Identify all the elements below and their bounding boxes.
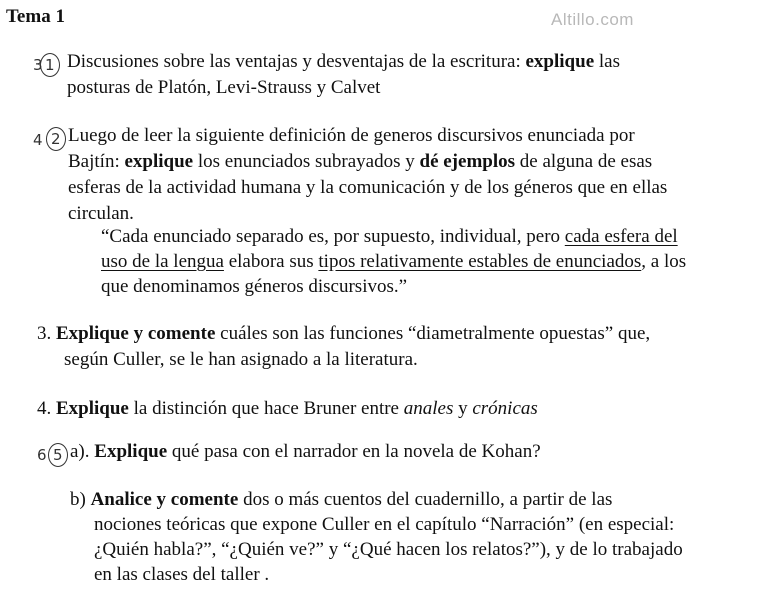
q3-line-1: 3. Explique y comente cuáles son las funciones “diametralmente opuestas” que, xyxy=(37,323,651,344)
handwritten-number: 3 xyxy=(33,56,43,74)
underlined-phrase: uso de la lengua xyxy=(101,251,224,272)
circled-number: 2 xyxy=(51,130,61,148)
quote-line-2: uso de la lengua elabora sus tipos relativamente estables de enunciados, a los xyxy=(101,251,687,272)
watermark: Altillo.com xyxy=(551,10,634,29)
circled-number: 1 xyxy=(45,56,55,74)
q3-number: 3. xyxy=(37,323,52,344)
q5-line-b3: ¿Quién habla?”, “¿Quién ve?” y “¿Qué hacen los relatos?”), y de lo trabajado xyxy=(94,539,683,560)
q5-line-b4: en las clases del taller . xyxy=(94,564,270,585)
q2-line-3: esferas de la actividad humana y la comunicación y de los géneros que en ellas xyxy=(68,177,668,198)
q3-line-2: según Culler, se le han asignado a la literatura. xyxy=(64,349,418,370)
quote-line-3: que denominamos géneros discursivos.” xyxy=(101,276,408,297)
quote-line-1: “Cada enunciado separado es, por supuesto, individual, pero cada esfera del xyxy=(101,226,678,247)
q5-line-b2: nociones teóricas que expone Culler en el capítulo “Narración” (en especial: xyxy=(94,514,675,535)
q2-line-4: circulan. xyxy=(68,203,134,224)
handwritten-number: 6 xyxy=(37,446,47,464)
q2-line-2: Bajtín: explique los enunciados subrayados y dé ejemplos de alguna de esas xyxy=(68,151,653,172)
q2-line-1: Luego de leer la siguiente definición de generos discursivos enunciada por xyxy=(68,125,635,146)
q4-number: 4. xyxy=(37,398,52,419)
q1-line-2: posturas de Platón, Levi-Strauss y Calvet xyxy=(67,77,381,98)
page-title: Tema 1 xyxy=(6,6,65,27)
underlined-phrase: cada esfera del xyxy=(564,226,678,247)
q5-line-a: a). Explique qué pasa con el narrador en la novela de Kohan? xyxy=(70,441,541,462)
circled-number: 5 xyxy=(53,446,63,464)
underlined-phrase: tipos relativamente estables de enunciados xyxy=(318,251,642,272)
q1-line-1: Discusiones sobre las ventajas y desventajas de la escritura: explique las xyxy=(67,51,620,72)
handwritten-number: 4 xyxy=(33,131,43,149)
q4-line: 4. Explique la distinción que hace Bruner entre anales y crónicas xyxy=(37,398,538,419)
q5-line-b1: b) Analice y comente dos o más cuentos del cuadernillo, a partir de las xyxy=(70,489,613,510)
